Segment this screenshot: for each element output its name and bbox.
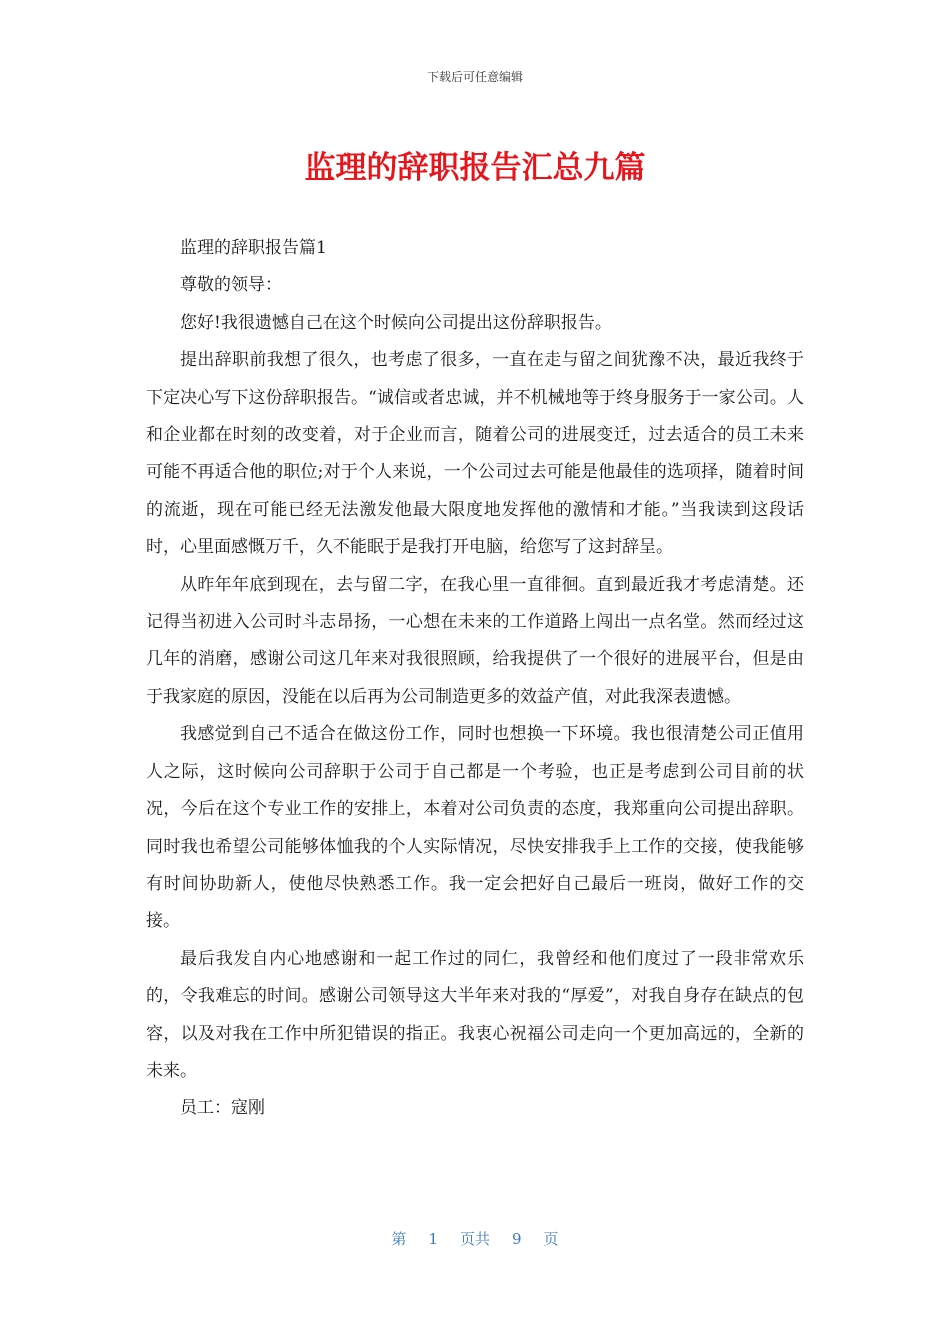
header-note: 下载后可任意编辑 [426,70,523,84]
document-title: 监理的辞职报告汇总九篇 [304,150,646,186]
paragraph: 您好!我很遗憾自己在这个时候向公司提出这份辞职报告。 [180,312,612,333]
footer-middle: 页共 [459,1230,490,1248]
footer-suffix: 页 [543,1230,559,1248]
current-page-number: 1 [428,1230,438,1248]
total-pages-number: 9 [512,1230,522,1248]
signature: 员工：寇刚 [180,1098,265,1119]
footer-prefix: 第 [391,1230,407,1248]
document-body [146,230,804,1128]
section-heading: 监理的辞职报告篇1 [180,238,327,258]
paragraph: 从昨年年底到现在，去与留二字，在我心里一直徘徊。直到最近我才考虑清楚。还记得当初进入公司时斗志昂扬，一心想在未来的工作道路上闯出一点名堂。然而经过这几年的消磨，感谢公司这几年来对我很照顾，给我提供了一个很好的进展平台，但是由于我家庭的原因，没能在以后再为公司制造更多的效益产值，对此我深表遗憾。 [146,574,804,707]
paragraph: 我感觉到自己不适合在做这份工作，同时也想换一下环境。我也很清楚公司正值用人之际，这时候向公司辞职于公司于自己都是一个考验，也正是考虑到公司目前的状况，今后在这个专业工作的安排上，本着对公司负责的态度，我郑重向公司提出辞职。同时我也希望公司能够体恤我的个人实际情况，尽快安排我手上工作的交接，使我能够有时间协助新人，使他尽快熟悉工作。我一定会把好自己最后一班岗，做好工作的交接。 [146,724,804,932]
paragraph: 最后我发自内心地感谢和一起工作过的同仁，我曾经和他们度过了一段非常欢乐的，令我难忘的时间。感谢公司领导这大半年来对我的“厚爱”，对我自身存在缺点的包容，以及对我在工作中所犯错误的指正。我衷心祝福公司走向一个更加高远的，全新的未来。 [146,948,804,1081]
salutation: 尊敬的领导： [180,275,282,296]
paragraph: 提出辞职前我想了很久，也考虑了很多，一直在走与留之间犹豫不决，最近我终于下定决心写下这份辞职报告。“诚信或者忠诚，并不机械地等于终身服务于一家公司。人和企业都在时刻的改变着，对于企业而言，随着公司的进展变迁，过去适合的员工未来可能不再适合他的职位;对于个人来说，一个公司过去可能是他最佳的选项择，随着时间的流逝，现在可能已经无法激发他最大限度地发挥他的激情和才能。”当我读到这段话时，心里面感慨万千，久不能眠于是我打开电脑，给您写了这封辞呈。 [146,350,804,558]
page-footer [0,1228,950,1249]
